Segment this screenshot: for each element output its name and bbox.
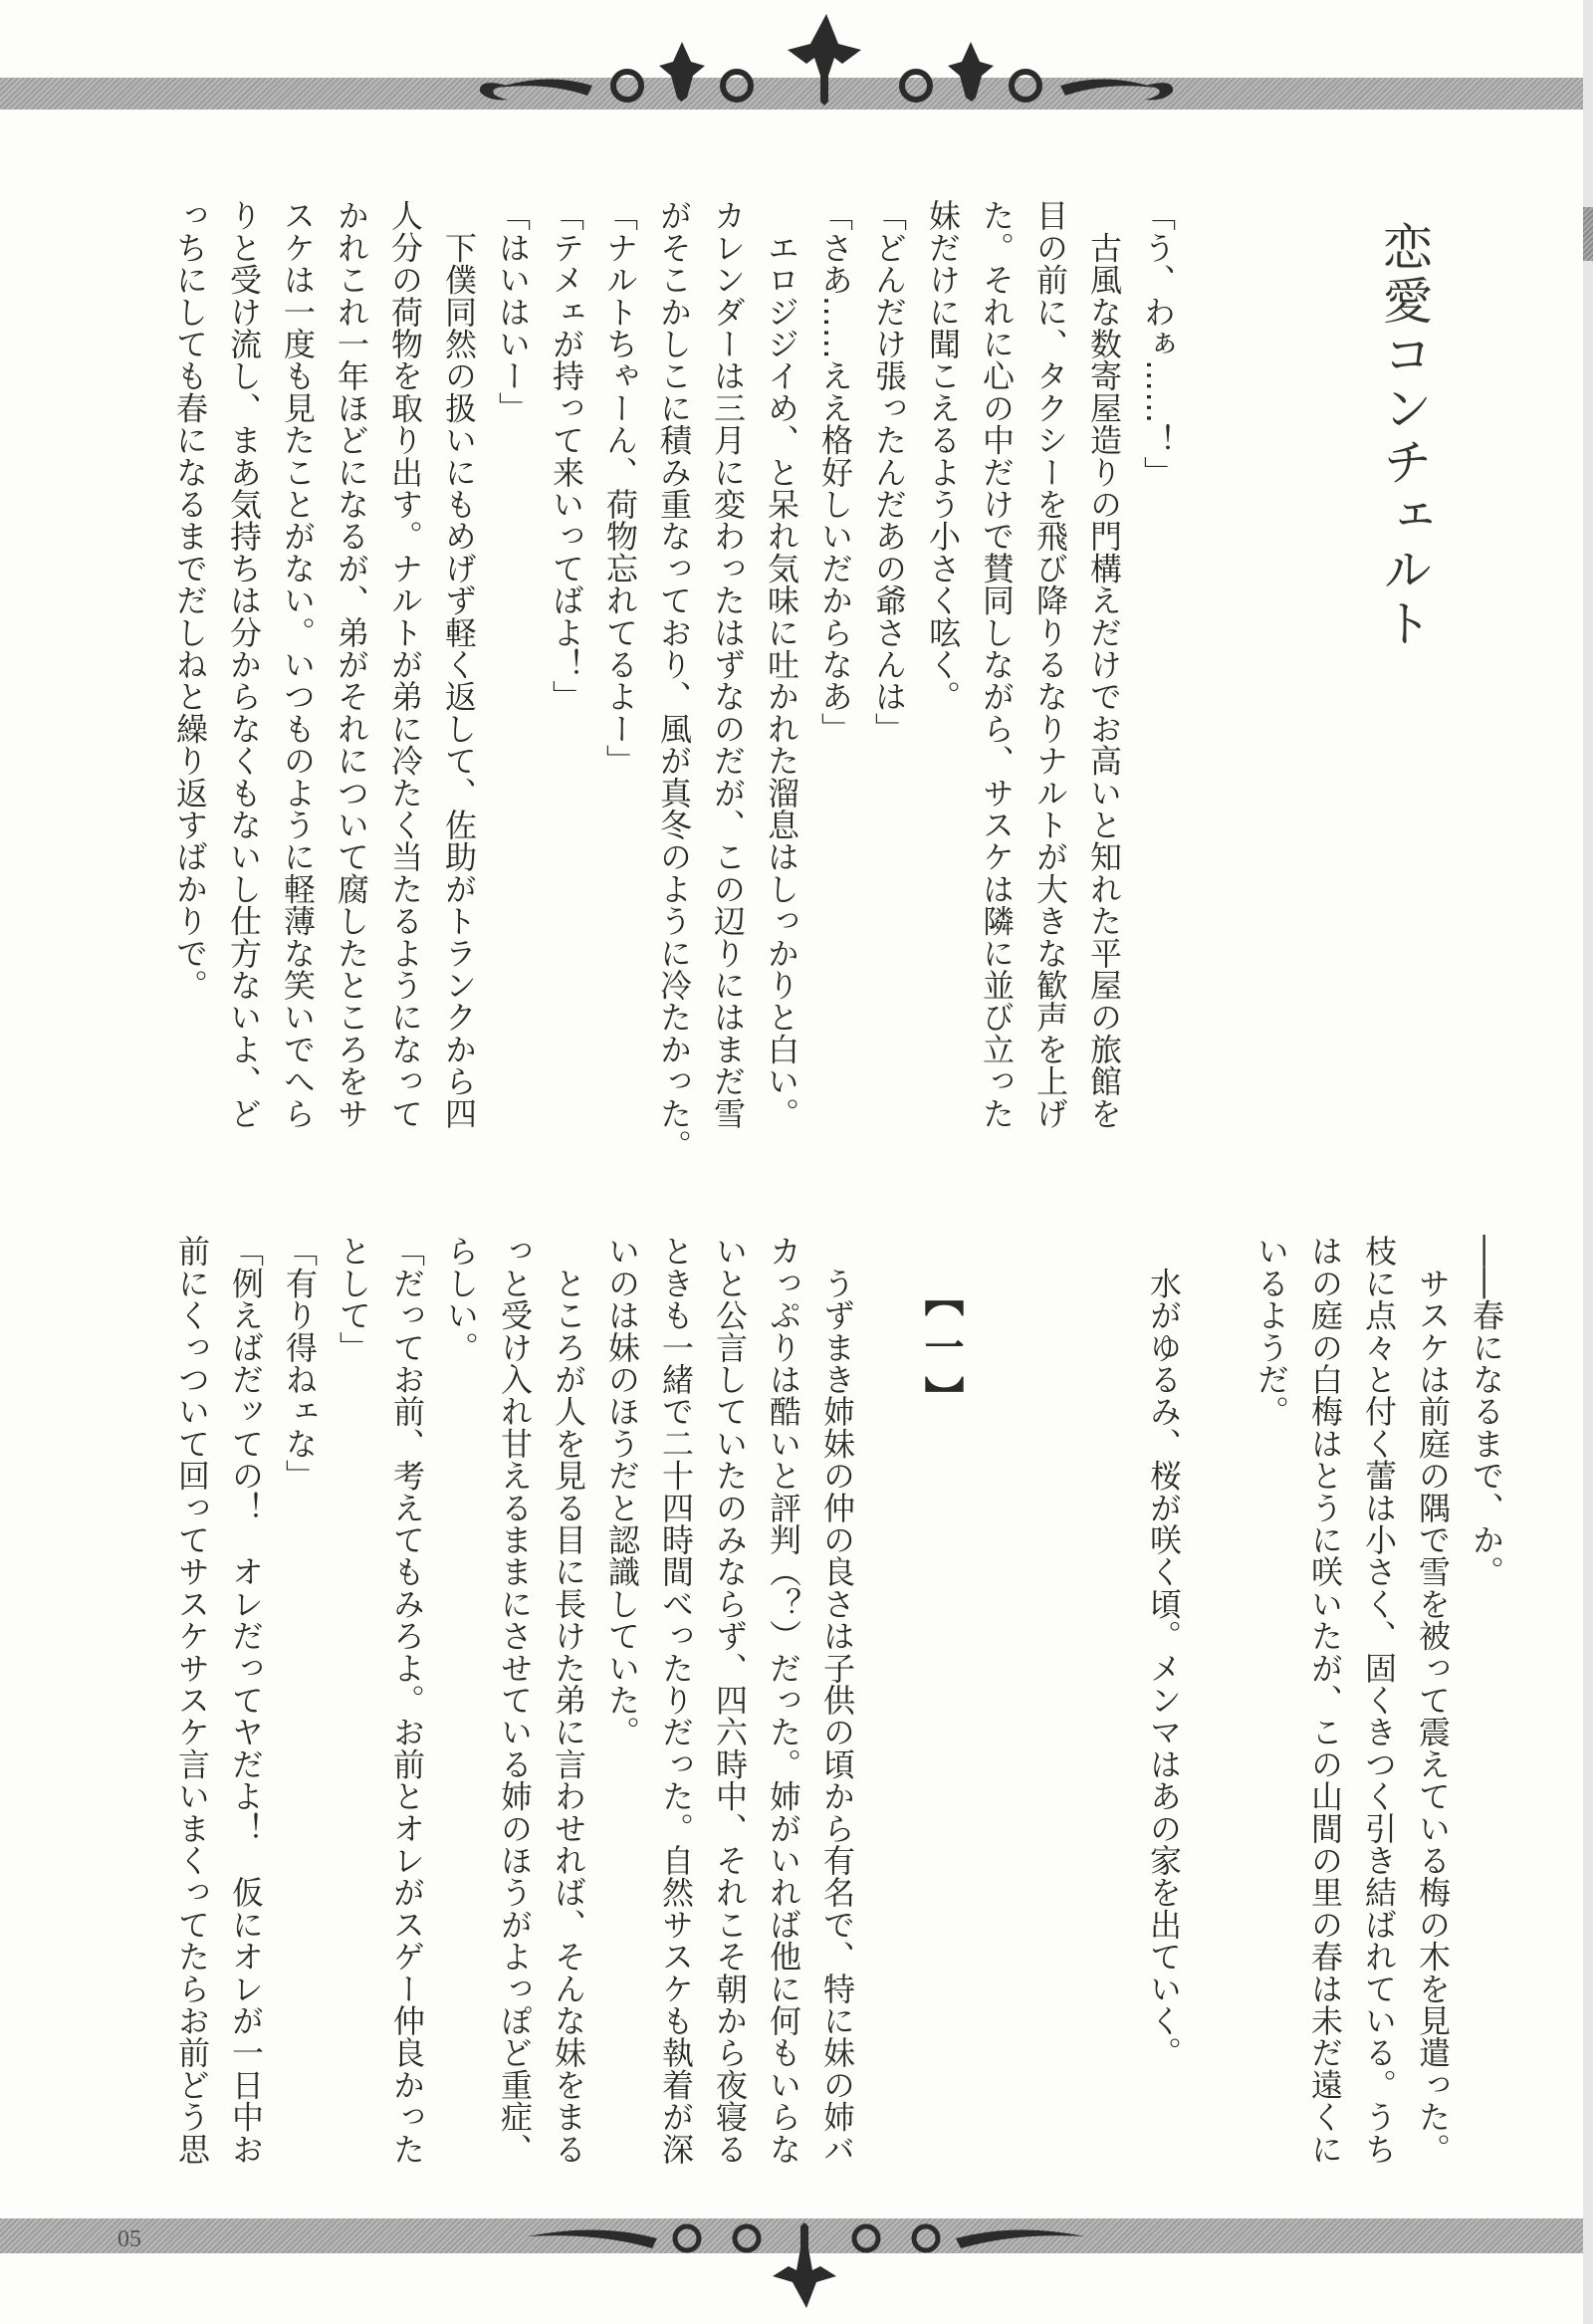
text-column: っと受け入れ甘えるままにさせている姉のほうがよっぽど重症、	[496, 1235, 534, 2165]
text-column: サスケは前庭の隅で雪を被って震えている梅の木を見遣った。	[1414, 1235, 1452, 2165]
text-column: うずまき姉妹の仲の良さは子供の頃から有名で、特に妹の姉バ	[818, 1235, 856, 2165]
text-column: カレンダーは三月に変わったはずなのだが、この辺りにはまだ雪	[709, 199, 747, 1129]
text-column: りと受け流し、まあ気持ちは分からなくもないし仕方ないよ、ど	[225, 199, 263, 1129]
text-column: 前にくっついて回ってサスケサスケ言いまくってたらお前どう思	[173, 1235, 211, 2165]
top-text-block	[163, 199, 1185, 1161]
text-column: 「だってお前、考えてもみろよ。お前とオレがスゲー仲良かった	[388, 1235, 426, 2165]
text-column: 「例えばだッての！ オレだってヤだよ！ 仮にオレが一日中お	[227, 1235, 265, 2165]
page-number: 05	[117, 2226, 141, 2252]
text-column: はの庭の白梅はとうに咲いたが、この山間の里の春は未だ遠くに	[1306, 1235, 1344, 2165]
text-column: がそこかしこに積み重なっており、風が真冬のように冷たかった。	[655, 199, 693, 1161]
intro-text-block	[1137, 1235, 1513, 2181]
text-column: 「さあ……ええ格好しいだからなあ」	[816, 199, 854, 745]
text-column: た。それに心の中だけで賛同しながら、サスケは隣に並び立った	[978, 199, 1016, 1129]
text-column: エロジジイめ、と呆れ気味に吐かれた溜息はしっかりと白い。	[763, 199, 800, 1129]
bottom-ornament-icon	[508, 2212, 1105, 2312]
text-column: 古風な数寄屋造りの門構えだけでお高いと知れた平屋の旅館を	[1085, 199, 1123, 1129]
text-column: 人分の荷物を取り出す。ナルトが弟に冷たく当たるようになって	[386, 199, 424, 1129]
text-column: カっぷりは酷いと評判（？）だった。姉がいれば他に何もいらな	[765, 1235, 802, 2165]
text-column: ――春になるまで、か。	[1468, 1235, 1505, 1588]
page-edge	[1583, 0, 1593, 2324]
text-column: 「はいはいー」	[494, 199, 532, 424]
page-edge-tab	[1583, 207, 1593, 261]
chapter-text-block	[165, 1235, 864, 2181]
text-column: 「有り得ねェな」	[281, 1235, 319, 1492]
text-column: いと公言していたのみならず、四六時中、それこそ朝から夜寝る	[711, 1235, 749, 2165]
text-column: っちにしても春になるまでだしねと繰り返すばかりで。	[171, 199, 209, 1001]
text-column: 目の前に、タクシーを飛び降りるなりナルトが大きな歓声を上げ	[1031, 199, 1069, 1129]
text-column: 「ナルトちゃーん、荷物忘れてるよー」	[601, 199, 639, 777]
text-column: らしい。	[442, 1235, 480, 1363]
text-column: いのは妹のほうだと認識していた。	[603, 1235, 641, 1748]
text-column: ときも一緒で二十四時間べったりだった。自然サスケも執着が深	[657, 1235, 695, 2165]
chapter-heading: 【一】	[918, 1277, 964, 1426]
text-column: 水がゆるみ、桜が咲く頃。メンマはあの家を出ていく。	[1145, 1235, 1183, 2069]
text-column: 「う、わぁ……！」	[1139, 199, 1177, 488]
text-column: 「どんだけ張ったんだあの爺さんは」	[870, 199, 908, 745]
text-column: ところが人を見る目に長けた弟に言わせれば、そんな妹をまる	[550, 1235, 587, 2165]
text-column: いるようだ。	[1252, 1235, 1290, 1428]
text-column: スケは一度も見たことがない。いつものように軽薄な笑いでへら	[279, 199, 317, 1129]
text-column: として」	[335, 1235, 372, 1363]
text-column: 下僕同然の扱いにもめげず軽く返して、佐助がトランクから四	[440, 199, 478, 1129]
story-title: 恋愛コンチェルト	[1375, 221, 1433, 651]
text-column: 枝に点々と付く蕾は小さく、固くきつく引き結ばれている。うち	[1360, 1235, 1398, 2165]
top-ornament-icon	[468, 6, 1185, 112]
text-column: 妹だけに聞こえるよう小さく呟く。	[924, 199, 962, 713]
text-column: 「テメェが持って来いってばよ！」	[548, 199, 585, 713]
text-column: かれこれ一年ほどになるが、弟がそれについて腐したところをサ	[333, 199, 370, 1129]
